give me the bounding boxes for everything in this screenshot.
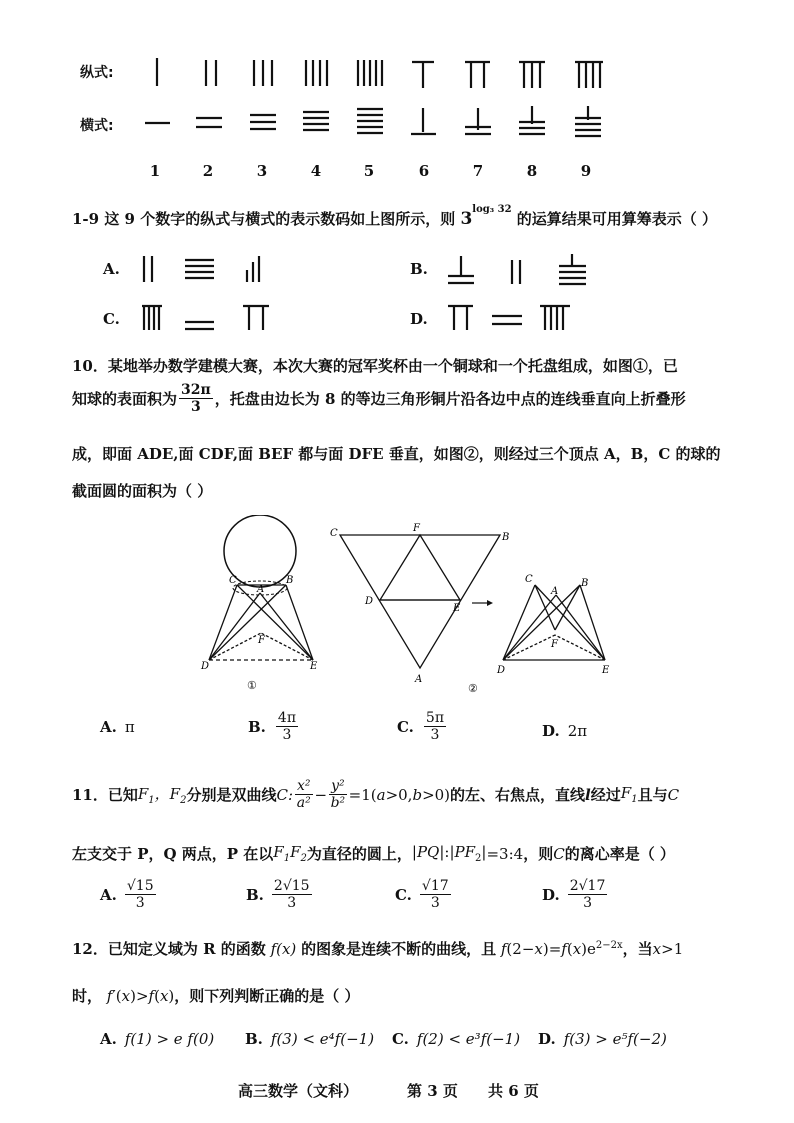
footer-page: 第 3 页 — [407, 1082, 458, 1100]
vertical-rods — [157, 58, 603, 88]
q10-line1: 10．某地举办数学建模大赛，本次大赛的冠军奖杯由一个铜球和一个托盘组成，如图①，已 — [72, 357, 678, 375]
fig2-fold-point-a: A — [551, 586, 559, 597]
rod-numerals-figure — [130, 50, 630, 150]
q12-line1: 12．已知定义域为 R 的函数 f(x) 的图象是连续不断的曲线，且 $f(2-x)=f(x)e^{2-2x}$ ，当 x >1 — [72, 939, 684, 958]
q11-option-a[interactable]: A. $\frac{√15}{3}$ — [100, 878, 154, 912]
q10-figure-1 — [195, 515, 335, 695]
fig2-point-c: C — [330, 528, 338, 539]
footer-subject: 高三数学（文科） — [238, 1082, 359, 1100]
q9-option-c-rods — [142, 306, 269, 330]
digit-label: 9 — [580, 162, 592, 180]
q11-line2: 左支交于 P，Q 两点，P 在以 $F_1F_2$ 为直径的圆上， $|PQ|:|PF_2|$ =3:4 ，则 C 的离心率是（ ） — [72, 843, 675, 864]
digit-label: 8 — [526, 162, 538, 180]
q10-line2-a: 知球的表面积为 — [72, 390, 178, 409]
horizontal-label: 横式: — [80, 118, 114, 134]
fig2-point-d: D — [365, 596, 374, 607]
q10-figure-2 — [325, 520, 625, 700]
fig1-point-e: E — [310, 661, 318, 672]
q9-option-b-rods — [448, 254, 586, 284]
vertical-label: 纵式: — [80, 65, 114, 81]
fig2-fold-point-c: C — [525, 574, 533, 585]
q10-option-c[interactable]: C. $\frac{5\pi}{3}$ — [397, 710, 445, 744]
digit-label: 7 — [472, 162, 484, 180]
fig1-point-a: A — [257, 584, 265, 595]
digit-label: 1 — [149, 162, 161, 180]
fig1-label: ① — [247, 679, 257, 692]
fig2-fold-point-d: D — [497, 665, 506, 676]
q9-option-b-label[interactable]: B. — [410, 260, 428, 278]
q12-line2: 时， f′(x)>f(x) ，则下列判断正确的是（ ） — [72, 986, 360, 1005]
q11-option-c[interactable]: C. $\frac{√17}{3}$ — [395, 878, 449, 912]
q10-line4: 截面圆的面积为（ ） — [72, 482, 213, 500]
fig1-point-b: B — [286, 575, 294, 586]
fig2-point-f: F — [413, 523, 420, 534]
q9-option-a-rods — [144, 256, 259, 282]
q10-option-a[interactable]: A. π — [100, 718, 135, 736]
digit-label: 2 — [202, 162, 214, 180]
q12-option-b[interactable]: B. f(3) < e⁴f(−1) — [245, 1030, 375, 1048]
horizontal-rods — [145, 106, 601, 136]
fig2-point-a: A — [415, 674, 423, 685]
q11-option-b[interactable]: B. $\frac{2√15}{3}$ — [246, 878, 310, 912]
q10-option-d[interactable]: D. 2π — [542, 722, 588, 740]
q9-stem — [72, 204, 718, 229]
fig2-point-e: E — [453, 603, 461, 614]
footer-total: 共 6 页 — [488, 1082, 539, 1100]
q12-option-a[interactable]: A. f(1) > e f(0) — [100, 1030, 215, 1048]
q10-line3: 成，即面 ADE,面 CDF,面 BEF 都与面 DFE 垂直，如图②，则经过三个顶点 A，B，C 的球的 — [72, 445, 721, 463]
q12-option-d[interactable]: D. f(3) > e⁵f(−2) — [538, 1030, 667, 1048]
fig2-fold-point-e: E — [602, 665, 610, 676]
q9-option-d-label[interactable]: D. — [410, 310, 428, 328]
fig2-point-b: B — [502, 532, 510, 543]
q9-expr-base: 3 — [460, 209, 473, 229]
q11-option-d[interactable]: D. $\frac{2√17}{3}$ — [542, 878, 606, 912]
fig2-fold-point-f: F — [551, 639, 558, 650]
q11-line1: 11．已知 $F_1$，$F_2$ 分别是双曲线 C: $\frac{\text{x²}}{\text{a²}}$ − $\frac{\text{y²}}{\text{b²}}$ =1(a>0,b>0) 的左、右焦点，直线 l 经过 $F_1$ 且与 C — [72, 778, 680, 812]
q10-line2 — [72, 382, 686, 415]
fig2-fold-point-b: B — [581, 578, 589, 589]
q10-option-b[interactable]: B. $\frac{4\pi}{3}$ — [248, 710, 297, 744]
fig2-label: ② — [468, 682, 478, 695]
q12-option-c[interactable]: C. f(2) < e³f(−1) — [392, 1030, 521, 1048]
digit-label: 6 — [418, 162, 430, 180]
q9-option-d-rods — [448, 306, 570, 330]
q10-area-fraction: $\frac{32\pi}{3}$ — [181, 382, 211, 416]
digit-label: 5 — [363, 162, 375, 180]
q9-option-c-label[interactable]: C. — [103, 310, 120, 328]
digit-label: 3 — [256, 162, 268, 180]
fig1-point-c: C — [229, 575, 237, 586]
digit-label: 4 — [310, 162, 322, 180]
q9-options-rods — [130, 248, 600, 338]
q9-text-a: 1-9 这 9 个数字的纵式与横式的表示数码如上图所示，则 — [72, 210, 456, 228]
q9-expr-exp: log₃ 32 — [472, 204, 512, 215]
q9-text-b: 的运算结果可用算筹表示（ ） — [516, 210, 718, 228]
fig1-point-f: F — [258, 635, 265, 646]
fig1-point-d: D — [201, 661, 210, 672]
q10-line2-b: ，托盘由边长为 8 的等边三角形铜片沿各边中点的连线垂直向上折叠形 — [214, 390, 686, 409]
q9-option-a-label[interactable]: A. — [103, 260, 120, 278]
